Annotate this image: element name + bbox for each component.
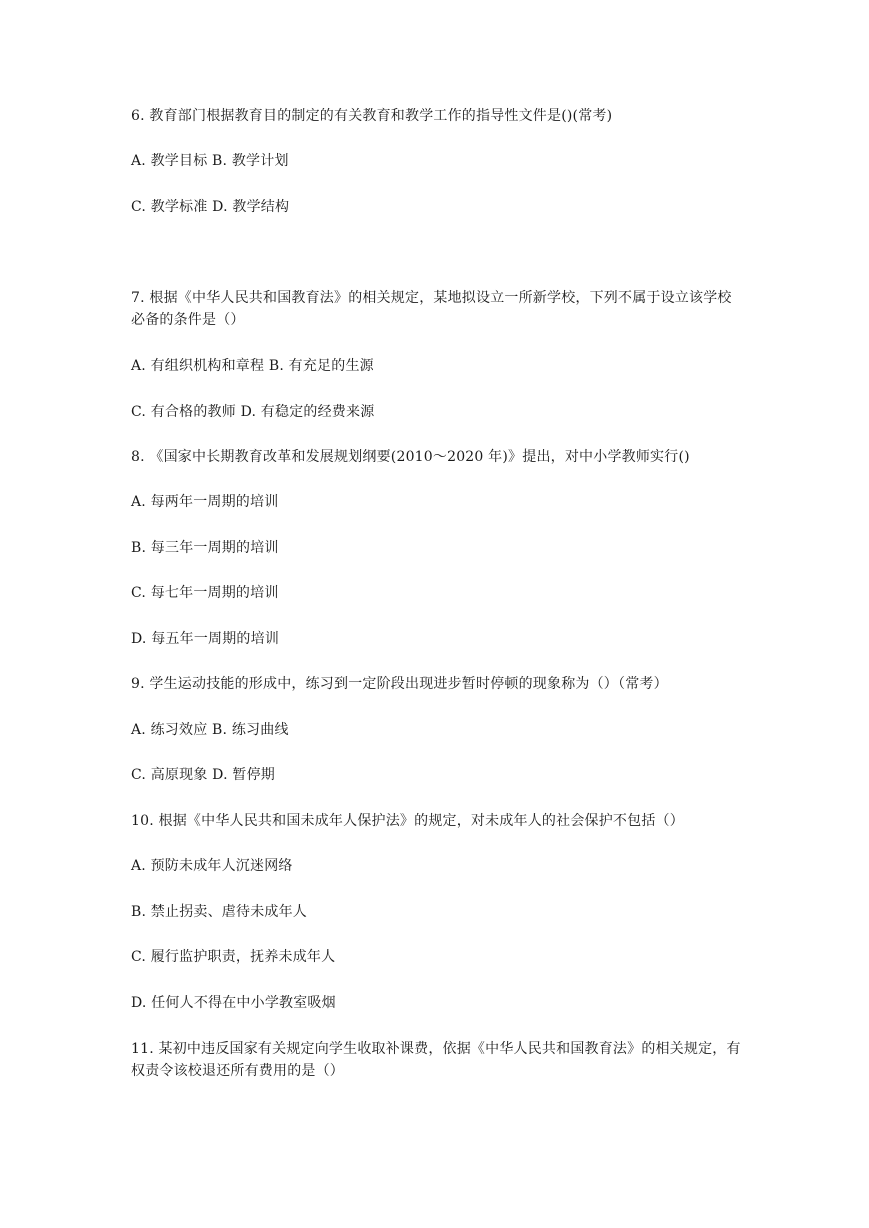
- question-6-option-cd: C. 教学标准 D. 教学结构: [131, 199, 290, 215]
- question-9-stem: 9. 学生运动技能的形成中，练习到一定阶段出现进步暂时停顿的现象称为（）（常考）: [131, 676, 668, 692]
- question-9-option-ab: A. 练习效应 B. 练习曲线: [131, 722, 289, 738]
- question-10-option-a: A. 预防未成年人沉迷网络: [131, 858, 293, 874]
- question-10-option-c: C. 履行监护职责，抚养未成年人: [131, 949, 336, 965]
- question-10-option-d: D. 任何人不得在中小学教室吸烟: [131, 995, 336, 1011]
- question-6-stem: 6. 教育部门根据教育目的制定的有关教育和教学工作的指导性文件是()(常考): [131, 108, 613, 124]
- question-8-option-a: A. 每两年一周期的培训: [131, 494, 279, 510]
- question-9-option-cd: C. 高原现象 D. 暂停期: [131, 767, 275, 783]
- question-7-option-cd: C. 有合格的教师 D. 有稳定的经费来源: [131, 404, 375, 420]
- question-8-option-c: C. 每七年一周期的培训: [131, 585, 279, 601]
- question-8-stem: 8. 《国家中长期教育改革和发展规划纲要(2010～2020 年)》提出，对中小学教师实行(): [131, 449, 690, 465]
- question-10-option-b: B. 禁止拐卖、虐待未成年人: [131, 904, 307, 920]
- question-11-stem: 11. 某初中违反国家有关规定向学生收取补课费，依据《中华人民共和国教育法》的相关规定，有权责令该校退还所有费用的是（）: [131, 1041, 741, 1079]
- question-8-option-b: B. 每三年一周期的培训: [131, 540, 279, 556]
- question-8-option-d: D. 每五年一周期的培训: [131, 631, 280, 647]
- question-7-option-ab: A. 有组织机构和章程 B. 有充足的生源: [131, 358, 374, 374]
- question-10-stem: 10. 根据《中华人民共和国未成年人保护法》的规定，对未成年人的社会保护不包括（）: [131, 813, 684, 829]
- question-7-stem: 7. 根据《中华人民共和国教育法》的相关规定，某地拟设立一所新学校，下列不属于设立该学校必备的条件是（）: [131, 290, 732, 328]
- question-6-option-ab: A. 教学目标 B. 教学计划: [131, 153, 289, 169]
